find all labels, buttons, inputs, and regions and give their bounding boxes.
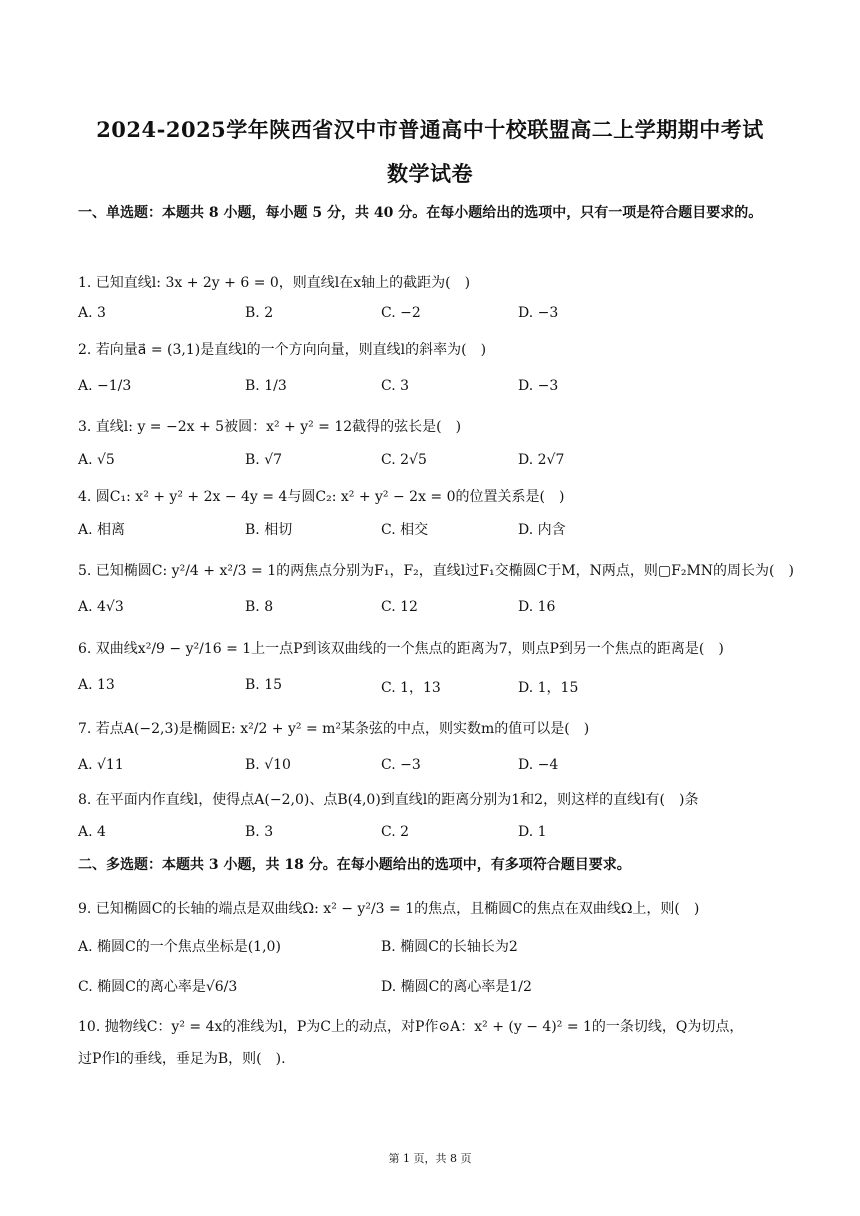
option-d: D. 椭圆C的离心率是1/2: [381, 979, 532, 995]
option-a: A. √5: [78, 452, 115, 468]
question-3: 3. 直线l: y = −2x + 5被圆：x² + y² = 12截得的弦长是( ): [78, 419, 462, 435]
option-c: C. 1，13: [381, 680, 441, 696]
question-10: 10. 抛物线C：y² = 4x的准线为l，P为C上的动点，对P作⊙A：x² + (y − 4)² = 1的一条切线，Q为切点，: [78, 1019, 744, 1035]
option-b: B. 3: [245, 824, 274, 840]
option-d: D. −3: [518, 305, 559, 321]
option-b: B. 1/3: [245, 378, 287, 394]
option-d: D. 1，15: [518, 680, 579, 696]
question-1: 1. 已知直线l: 3x + 2y + 6 = 0，则直线l在x轴上的截距为( ): [78, 275, 471, 291]
option-a: A. 4√3: [78, 599, 124, 615]
option-c: C. −3: [381, 757, 421, 773]
option-d: D. 内含: [518, 522, 566, 538]
option-d: D. 16: [518, 599, 556, 615]
option-a: A. 13: [78, 677, 115, 693]
option-a: A. √11: [78, 757, 124, 773]
question-5: 5. 已知椭圆C: y²/4 + x²/3 = 1的两焦点分别为F₁，F₂，直线l过F₁交椭圆C于M，N两点，则▢F₂MN的周长为( ): [78, 563, 794, 579]
option-c: C. 2√5: [381, 452, 427, 468]
question-6: 6. 双曲线x²/9 − y²/16 = 1上一点P到该双曲线的一个焦点的距离为7，则点P到另一个焦点的距离是( ): [78, 641, 724, 657]
option-c: C. 椭圆C的离心率是√6/3: [78, 979, 238, 995]
question-9: 9. 已知椭圆C的长轴的端点是双曲线Ω: x² − y²/3 = 1的焦点，且椭圆C的焦点在双曲线Ω上，则( ): [78, 901, 700, 917]
option-a: A. 3: [78, 305, 106, 321]
option-c: C. 2: [381, 824, 410, 840]
question-7: 7. 若点A(−2,3)是椭圆E: x²/2 + y² = m²某条弦的中点，则实数m的值可以是( ): [78, 721, 590, 737]
question-4: 4. 圆C₁: x² + y² + 2x − 4y = 4与圆C₂: x² + y² − 2x = 0的位置关系是( ): [78, 489, 565, 505]
option-d: D. 2√7: [518, 452, 565, 468]
section-heading-single-choice: 一、单选题：本题共 8 小题，每小题 5 分，共 40 分。在每小题给出的选项中，只有一项是符合题目要求的。: [78, 205, 763, 221]
option-d: D. 1: [518, 824, 547, 840]
option-a: A. 椭圆C的一个焦点坐标是(1,0): [78, 939, 281, 955]
option-b: B. √7: [245, 452, 283, 468]
option-b: B. 椭圆C的长轴长为2: [381, 939, 518, 955]
option-a: A. −1/3: [78, 378, 132, 394]
option-b: B. √10: [245, 757, 291, 773]
option-c: C. −2: [381, 305, 421, 321]
exam-title: 2024-2025学年陕西省汉中市普通高中十校联盟高二上学期期中考试: [96, 117, 764, 142]
option-a: A. 4: [78, 824, 106, 840]
page-number: 第 1 页，共 8 页: [388, 1152, 472, 1165]
option-b: B. 15: [245, 677, 283, 693]
option-d: D. −4: [518, 757, 559, 773]
option-c: C. 12: [381, 599, 418, 615]
question-2: 2. 若向量a⃗ = (3,1)是直线l的一个方向向量，则直线l的斜率为( ): [78, 342, 487, 358]
question-10-continued: 过P作l的垂线，垂足为B，则( ).: [78, 1051, 286, 1067]
option-d: D. −3: [518, 378, 559, 394]
option-b: B. 相切: [245, 522, 293, 538]
option-a: A. 相离: [78, 522, 126, 538]
option-b: B. 2: [245, 305, 274, 321]
option-c: C. 相交: [381, 522, 429, 538]
option-b: B. 8: [245, 599, 274, 615]
exam-subtitle: 数学试卷: [387, 161, 473, 186]
question-8: 8. 在平面内作直线l，使得点A(−2,0)、点B(4,0)到直线l的距离分别为1和2，则这样的直线l有( )条: [78, 792, 699, 808]
option-c: C. 3: [381, 378, 410, 394]
section-heading-multiple-choice: 二、多选题：本题共 3 小题，共 18 分。在每小题给出的选项中，有多项符合题目要求。: [78, 857, 631, 873]
